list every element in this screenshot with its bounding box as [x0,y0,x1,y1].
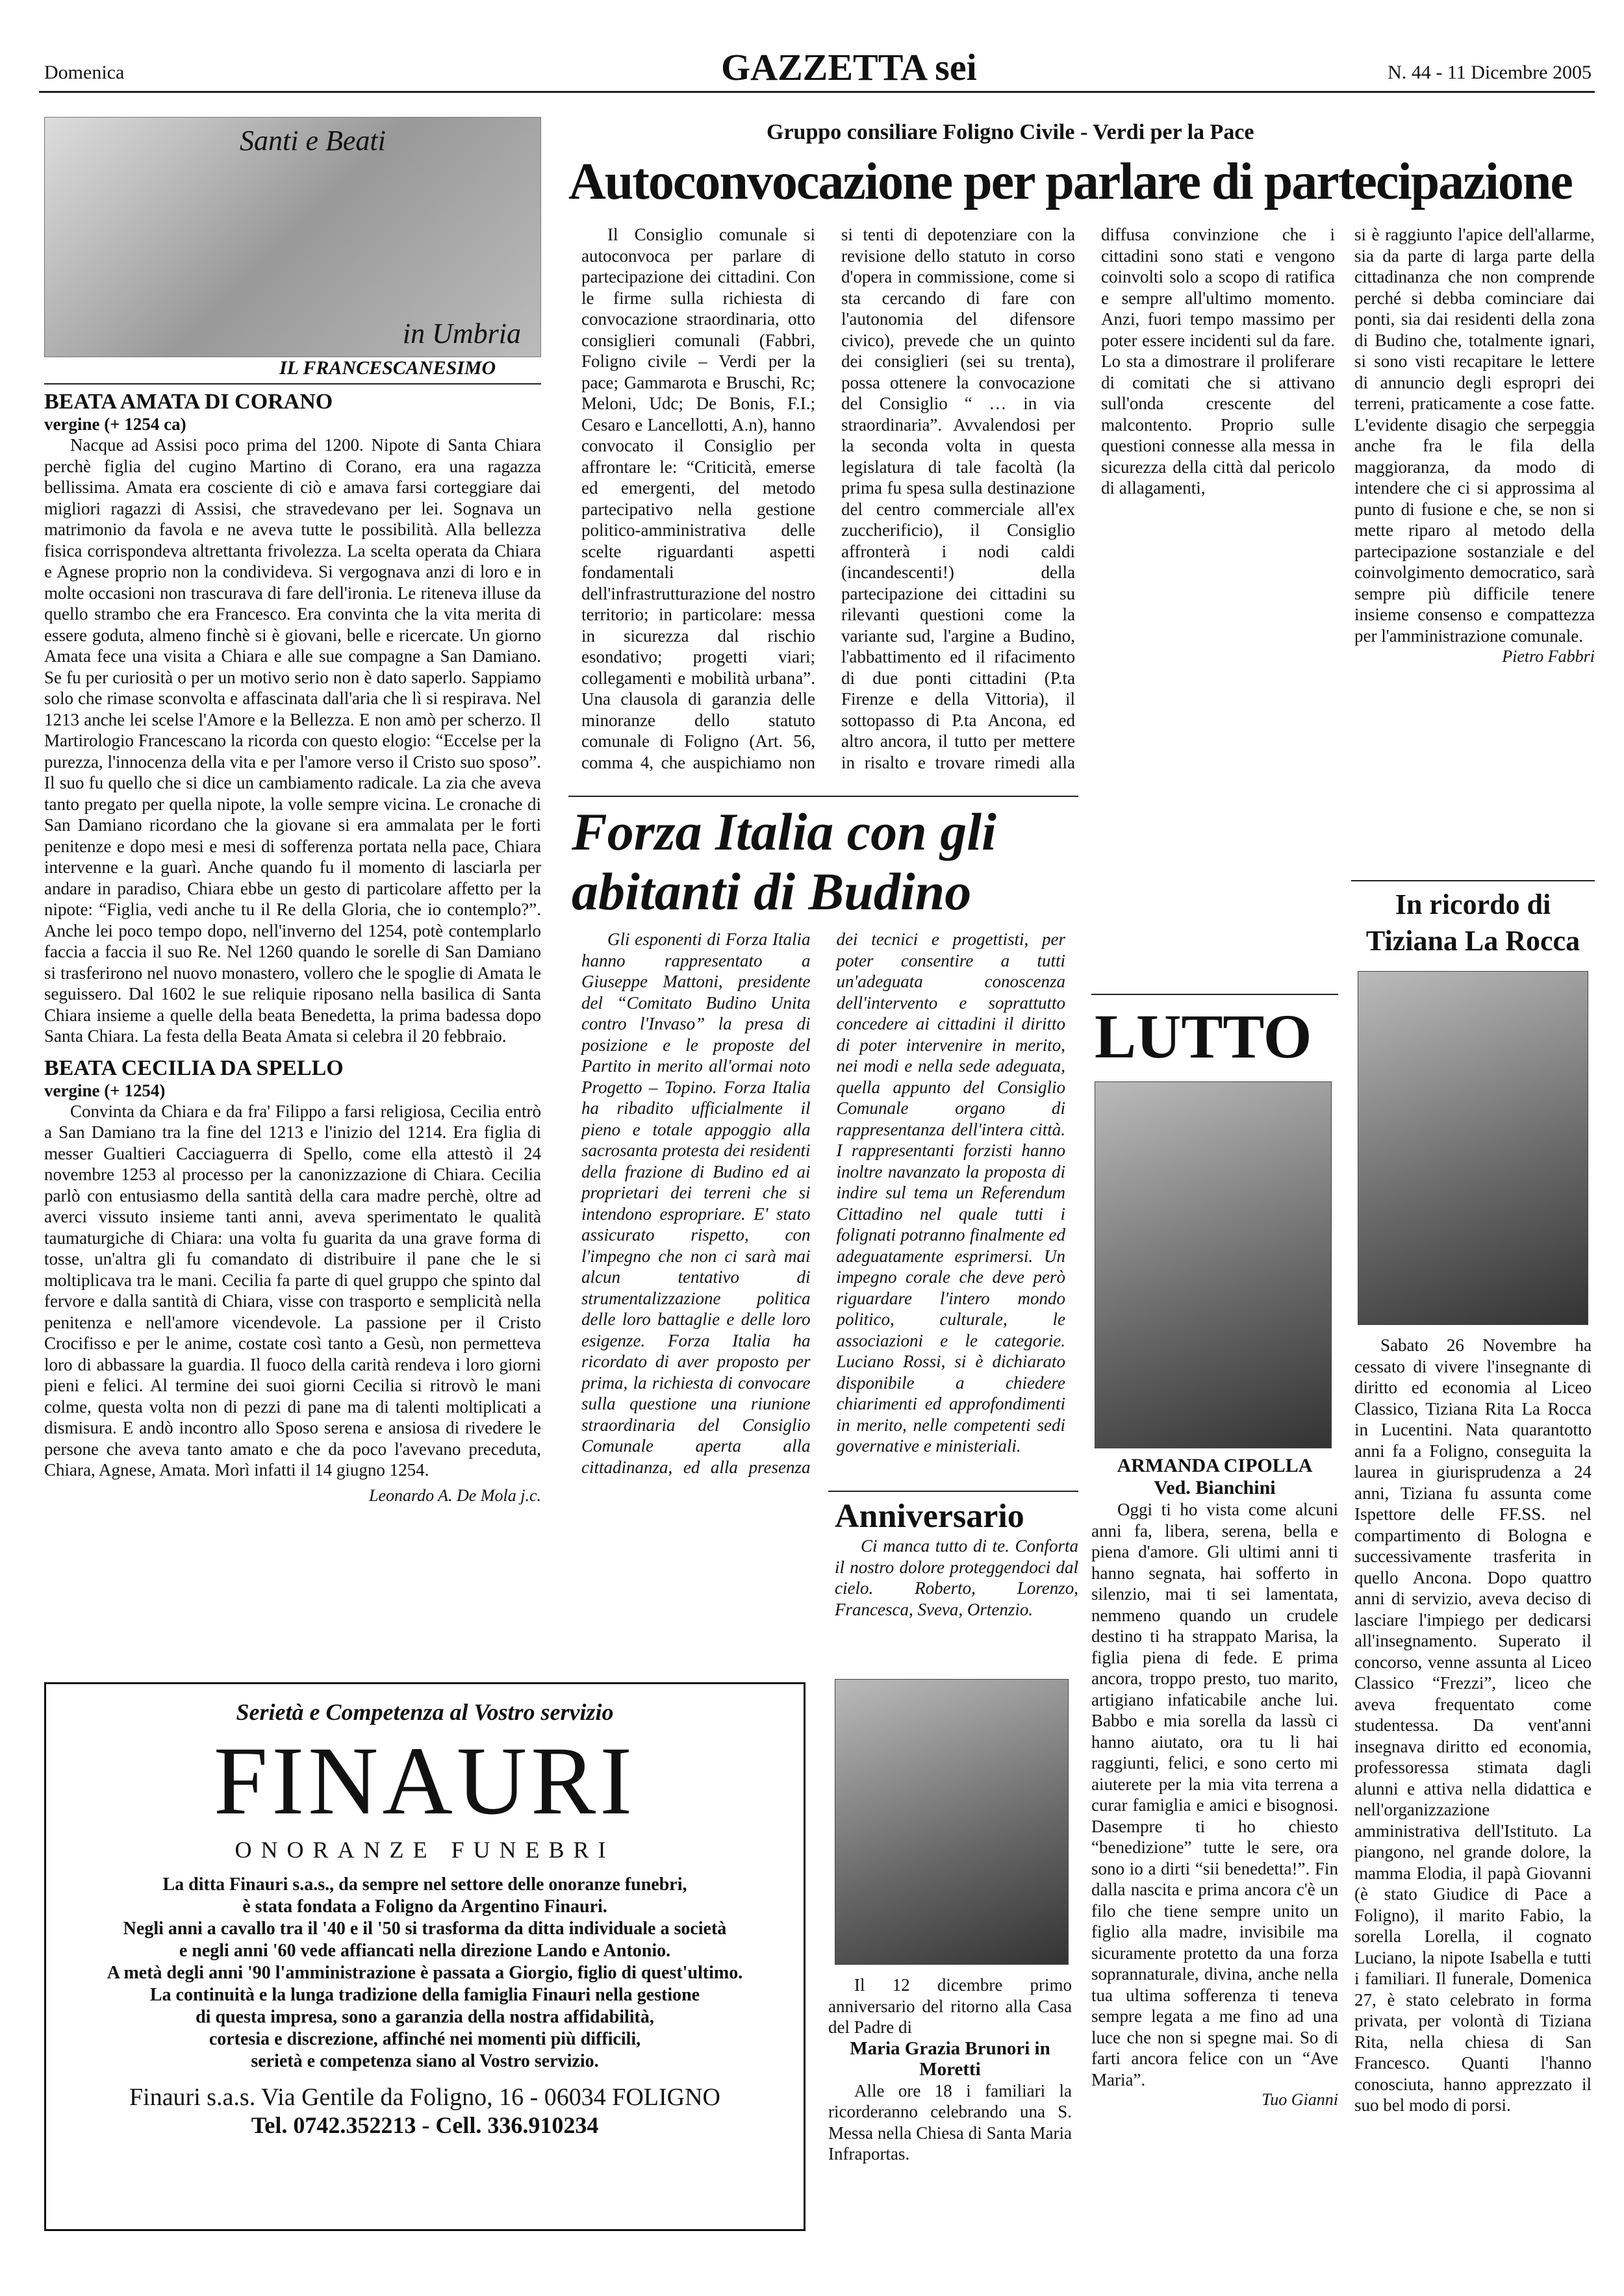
forza-headline: Forza Italia con gli abitanti di Budino [572,802,996,921]
ad-line: serietà e competenza siano al Vostro servizio. [251,2051,599,2071]
divider [568,796,1078,797]
anniversario-text2: Alle ore 18 i familiari la ricorderanno celebrando una S. Messa nella Chiesa di Santa Maria Infraportas. [828,2080,1072,2164]
deceased-name: ARMANDA CIPOLLA [1117,1455,1313,1476]
divider [828,1491,1078,1492]
signature: Leonardo A. De Mola j.c. [368,1485,541,1505]
photo-tiziana [1358,971,1588,1325]
ad-line: A metà degli anni '90 l'amministrazione è passata a Giorgio, figlio di quest'ultimo. [107,1963,743,1983]
ad-line: Negli anni a cavallo tra il '40 e il '50 si trasforma da ditta individuale a società [123,1919,727,1939]
anniversario [835,1497,1078,1620]
article-subtitle: vergine (+ 1254 ca) [44,414,186,434]
article-title: BEATA CECILIA DA SPELLO [44,1055,344,1080]
ricordo-text: Sabato 26 Novembre ha cessato di vivere l'insegnante di diritto ed economia al Liceo Classico, Tiziana Rita La Rocca in Lucentini. Nata quarantotto anni fa a Foligno, conseguita la laurea in giurisprudenza a 24 anni, Tiziana fu assunta come Ispettore delle FF.SS. nel compartimento di Bologna e successivamente trasferita in quello Ancona. Dopo quattro anni di servizio, aveva deciso di lasciare l'impiego per dedicarsi all'insegnamento. Superato il concorso, venne assunta al Liceo Classico “Frezzi”, liceo che aveva frequentato come studentessa. Da vent'anni insegnava diritto ed economia, professoressa stimata dagli alunni e attiva nella didattica e nell'organizzazione amministrativa dell'Istituto. La piangono, nel grande dolore, la mamma Elodia, il papà Giovanni (è stato Giudice di Pace a Foligno), il marito Fabio, la sorella Lorella, il cognato Luciano, la nipote Isabella e tutti i familiari. Il funerale, Domenica 27, è stato celebrato in forma privata, per volontà di Tiziana Rita, nella chiesa di San Francesco. Quanti l'hanno conosciuta, hanno apprezzato il suo bel modo di porsi. [1354,1335,1592,2115]
divider [44,383,541,385]
deceased-subtitle: Ved. Bianchini [1154,1477,1276,1498]
anniversario-title: Anniversario [835,1498,1024,1535]
ad-lines [46,1874,804,2073]
headline: Autoconvocazione per parlare di partecipazione [568,153,1572,210]
article-beata-amata [44,390,541,1506]
forza-text: Gli esponenti di Forza Italia hanno rappresentato a Giuseppe Mattoni, presidente del “Comitato Budino Unita contro l'Invaso” la presa di posizione e le proposte del Partito in merito all'ormai noto Progetto – Topino. Forza Italia ha ribadito ufficialmente il pieno e totale appoggio alla sacrosanta protesta dei residenti della frazione di Budino ed ai proprietari dei terreni che si intendono espropriare. E' stato assicurato rispetto, con l'impegno che non ci sarà mai alcun tentativo di strumentalizzazione politica delle loro battaglie e delle loro esigenze. Forza Italia ha ricordato di aver proposto per prima, la richiesta di convocare sulla questione una riunione straordinaria del Consiglio Comunale aperta alla cittadinanza, ed alla presenza dei tecnici e progettisti, per poter consentire a tutti un'adeguata conoscenza dell'intervento e soprattutto concedere ai cittadini il diritto di poter intervenire in merito, nei modi e nella sede adeguata, quella appunto del Consiglio Comunale organo di rappresentanza dell'intera città. I rappresentanti forzisti hanno inoltre navanzato la proposta di indire sul tema un Referendum Cittadino nel quale tutti i folignati potranno finalmente ed adeguatamente esprimersi. Un impegno corale che deve però riguardare l'intero mondo politico, culturale, le associazioni e le categorie. Luciano Rossi, si è dichiarato disponibile a chiedere chiarimenti ed approfondimenti in merito, nelle competenti sedi governative e ministeriali. [581,929,1065,1477]
ad-line: cortesia e discrezione, affinché nei momenti più difficili, [209,2029,641,2049]
issue-number: N. 44 - 11 Dicembre 2005 [1388,62,1592,83]
header-rule [39,91,1595,93]
ad-line: La ditta Finauri s.a.s., da sempre nel settore delle onoranze funebri, [162,1874,687,1895]
lutto-title: LUTTO [1095,1002,1312,1071]
deceased-name: Maria Grazia Brunori in Moretti [850,2037,1050,2080]
main-article-end [1354,224,1595,668]
finauri-logo: FINAURI [213,1727,637,1835]
ad-line: La continuità e la lunga tradizione della famiglia Finauri nella gestione [149,1985,700,2005]
article-body: Nacque ad Assisi poco prima del 1200. Nipote di Santa Chiara perchè figlia del cugino Martino di Corano, era una ragazza bellissima. Amata era cosciente di ciò e amava farsi corteggiare dai migliori ragazzi di Assisi, che stravedevano per lei. Sognava un matrimonio da favola e ne aveva tutte le possibilità. Alla bellezza fisica corrispondeva altrettanta frivolezza. La scelta operata da Chiara e Agnese proprio non la condivideva. Si vergognava anzi di loro e in molte occasioni non trascurava di fare dell'ironia. Le riteneva illuse da quello strambo che era Francesco. Era convinta che la vita merita di essere goduta, almeno finchè si è giovani, belle e ricercate. Un giorno Amata fece una visita a Chiara e alle sue compagne a San Damiano. Se fu per curiosità o per un motivo serio non è dato saperlo. Sappiamo solo che rimase sconvolta e affascinata dall'aria che lì si respirava. Nel 1213 anche lei scelse l'Amore e la Bellezza. E non amò per scherzo. Il Martirologio Francescano la ricorda con questo elogio: “Eccelse per la purezza, l'innocenza della vita e per l'amore verso il Cristo suo sposo”. Il suo fu quello che si dice un cambiamento radicale. La zia che aveva tanto pregato per quella nipote, la volle sempre vicina. Le cronache di San Damiano ricordano che la giovane si era ammalata per le forti penitenze e dopo mesi e mesi di sofferenza portata nella pace, Chiara intervenne e la guarì. Anche quando fu il momento di lasciarla per andare in paradiso, Chiara ebbe un gesto di particolare affetto per la nipote: “Figlia, vedi anche tu il Re della Gloria, che io contemplo?”. Anche lei poco tempo dopo, nell'inverno del 1254, potè contemplarlo faccia a faccia il suo Re. Nel 1260 quando le sorelle di San Damiano si trasferirono nel nuovo monastero, vollero che le spoglie di Amata le seguissero. Dal 1602 le sue reliquie riposano nella basilica di Santa Chiara insieme a quelle della beata Benedetta, la prima badessa dopo Santa Chiara. La festa della Beata Amata si celebra il 20 febbraio. [44,435,541,1046]
ad-subtitle: ONORANZE FUNEBRI [235,1837,615,1863]
masthead: GAZZETTA sei [721,46,977,88]
photo-maria-grazia [835,1679,1069,1965]
ad-phones: Tel. 0742.352213 - Cell. 336.910234 [251,2112,599,2138]
kicker: Gruppo consiliare Foligno Civile - Verdi per la Pace [767,120,1254,144]
header-day: Domenica [44,62,125,83]
article-title: BEATA AMATA DI CORANO [44,390,333,414]
ad-line: è stata fondata a Foligno da Argentino Finauri. [242,1897,607,1917]
ricordo-body [1354,1335,1592,2116]
lutto-text: Oggi ti ho vista come alcuni anni fa, libera, serena, bella e piena d'amore. Gli ultimi anni ti hanno segnata, hai sofferto in silenzio, mai ti sei lamentata, nemmeno quando un crudele destino ti ha strappato Marisa, la figlia piena di fede. E prima ancora, troppo presto, tuo marito, artigiano infaticabile anche lui. Babbo e mia sorella da lassù ci hanno aiutato, ora tu li hai raggiunti, felici, e sono certo mi aiuterete per la mia vita terrena a curar famiglia e amici e bisognosi. Dasempre ti ho chiesto “benedizione” tutte le sere, ora sono io a dirti “sii benedetta!”. Fin dalla nascita e prima ancora c'è un filo che tiene sempre unito un figlio alla madre, invisibile ma sicuramente protetto da una forza soprannaturale, divina, anche nella tua ultima sofferenza ti teneva sempre legata a me fino ad una luce che non si spegne mai. So di farti ancora felice con un “Ave Maria”. [1091,1500,1338,2089]
photo-armanda [1095,1081,1332,1448]
ad-line: di questa impresa, sono a garanzia della nostra affidabilità, [196,2007,654,2027]
main-article-body [581,224,1335,783]
ad-address: Finauri s.a.s. Via Gentile da Foligno, 16 - 06034 FOLIGNO [129,2084,720,2111]
divider [1091,994,1338,995]
signature: Pietro Fabbri [1502,647,1595,666]
article-subtitle: vergine (+ 1254) [44,1080,166,1100]
ad-tagline: Serietà e Competenza al Vostro servizio [236,1699,614,1725]
article-body: Convinta da Chiara e da fra' Filippo a farsi religiosa, Cecilia entrò a San Damiano tra la fine del 1213 e l'inizio del 1214. Era figlia di messer Gualtieri Cacciaguerra di Spello, come ella attestò il 24 novembre 1253 al processo per la canonizzazione di Chiara. Cecilia parlò con entusiasmo della santità della cara madre perchè, oltre ad averci vissuto insieme tanti anni, aveva sperimentato le qualità taumaturgiche di Chiara: una volta fu guarita da una grave forma di tosse, un'altra gli fu comandato di distribuire il pane che le si moltiplicava tra le mani. Cecilia fa parte di quel gruppo che spinto dal fervore e dalla santità di Chiara, visse con trasporto e semplicità nella penitenza e nell'amore vicendevole. La passione per il Cristo Crocifisso e per le anime, costate così tanto a Gesù, non permetteva loro di abbassare la guardia. Il fuoco della carità rendeva i loro giorni pieni e felici. Al termine dei suoi giorni Cecilia si ritrovò le mani colme, questa volta non di pezzi di pane ma di talenti moltiplicati a dismisura. E andò incontro allo Sposo serena e ansiosa di rivedere le persone che aveva tanto amato e che da poco l'avevano preceduta, Chiara, Agnese, Amata. Morì infatti il 14 giugno 1254. [44,1101,541,1480]
ricordo-title: In ricordo di Tiziana La Rocca [1365,889,1580,957]
main-article-text: Il Consiglio comunale si autoconvoca per parlare di partecipazione dei cittadini. Con le firme sulla richiesta di convocazione straordinaria, otto consiglieri comunali (Fabbri, Foligno civile – Verdi per la pace; Gammarota e Bruschi, Rc; Meloni, Udc; De Bonis, F.I.; Cesaro e Lancellotti, A.n), hanno convocato il Consiglio per affrontare le: “Criticità, emerse ed emergenti, del metodo partecipativo nella gestione politico-amministrativa delle scelte riguardanti aspetti fondamentali dell'infrastrutturazione del nostro territorio; in particolare: messa in sicurezza dal rischio esondativo; progetti viari; collegamenti e mobilità urbana”. Una clausola di garanzia delle minoranze dello statuto comunale di Foligno (Art. 56, comma 4, che auspichiamo non si tenti di depotenziare con la revisione dello statuto in corso d'opera in commissione, come si sta cercando di fare con l'autonomia del difensore civico), prevede che un quinto dei consiglieri (sei su trenta), possa ottenere la convocazione del Consiglio “ … in via straordinaria”. Avvalendosi per la seconda volta in questa legislatura di tale facoltà (la prima fu spesa sulla destinazione del centro commerciale all'ex zuccherificio), il Consiglio affronterà i nodi caldi (incandescenti!) della partecipazione dei cittadini su rilevanti questioni come la variante sud, l'argine a Budino, l'abbattimento ed il rifacimento di due ponti cittadini (P.ta Firenze e della Vittoria), il sottopasso di P.ta Ancona, ed altro ancora, il tutto per mettere in risalto e trovare rimedi alla diffusa convinzione che i cittadini sono stati e vengono coinvolti solo a scopo di ratifica e sempre all'ultimo momento. Anzi, fuori tempo massimo per poter essere incidenti sul da fare. Lo sta a dimostrare il proliferare di comitati che si attivano sull'onda crescente del malcontento. Proprio sulle questioni connesse alla messa in sicurezza della città dal pericolo di allagamenti, [581,225,1335,772]
anniversario-text [828,1974,1072,2165]
main-article-text-end: si è raggiunto l'apice dell'allarme, sia da parte di larga parte della cittadinanza che non comprende perché si debba cominciare dai ponti, sia dai residenti della zona di Budino che, totalmente ignari, si sono visti recapitare le lettere di annuncio degli espropri dei terreni, praticamente a cose fatte. L'evidente disagio che serpeggia anche fra le fila della maggioranza, da modo di intendere che ci si approssima al punto di fusione e che, se non si mette riparo al metodo della partecipazione sostanziale e del coinvolgimento democratico, sarà sempre più difficile tenere insieme consenso e compattezza per l'amministrazione comunale. [1354,225,1595,646]
anniversario-verse: Ci manca tutto di te. Conforta il nostro dolore proteggendoci dal cielo. Roberto, Lorenzo, Francesca, Sveva, Ortenzio. [835,1536,1078,1619]
divider [1351,880,1595,881]
lutto [1091,1455,1338,2110]
anniversario-text1: Il 12 dicembre primo anniversario del ritorno alla Casa del Padre di [828,1975,1072,2037]
forza-body [581,929,1065,1481]
signature: Tuo Gianni [1262,2090,1338,2109]
section-label: IL FRANCESCANESIMO [279,357,496,379]
santi-beati-logo: Santi e Beati in Umbria [44,117,541,357]
finauri-ad [44,1682,806,2231]
ad-line: e negli anni '60 vede affiancati nella direzione Lando e Antonio. [179,1941,671,1961]
